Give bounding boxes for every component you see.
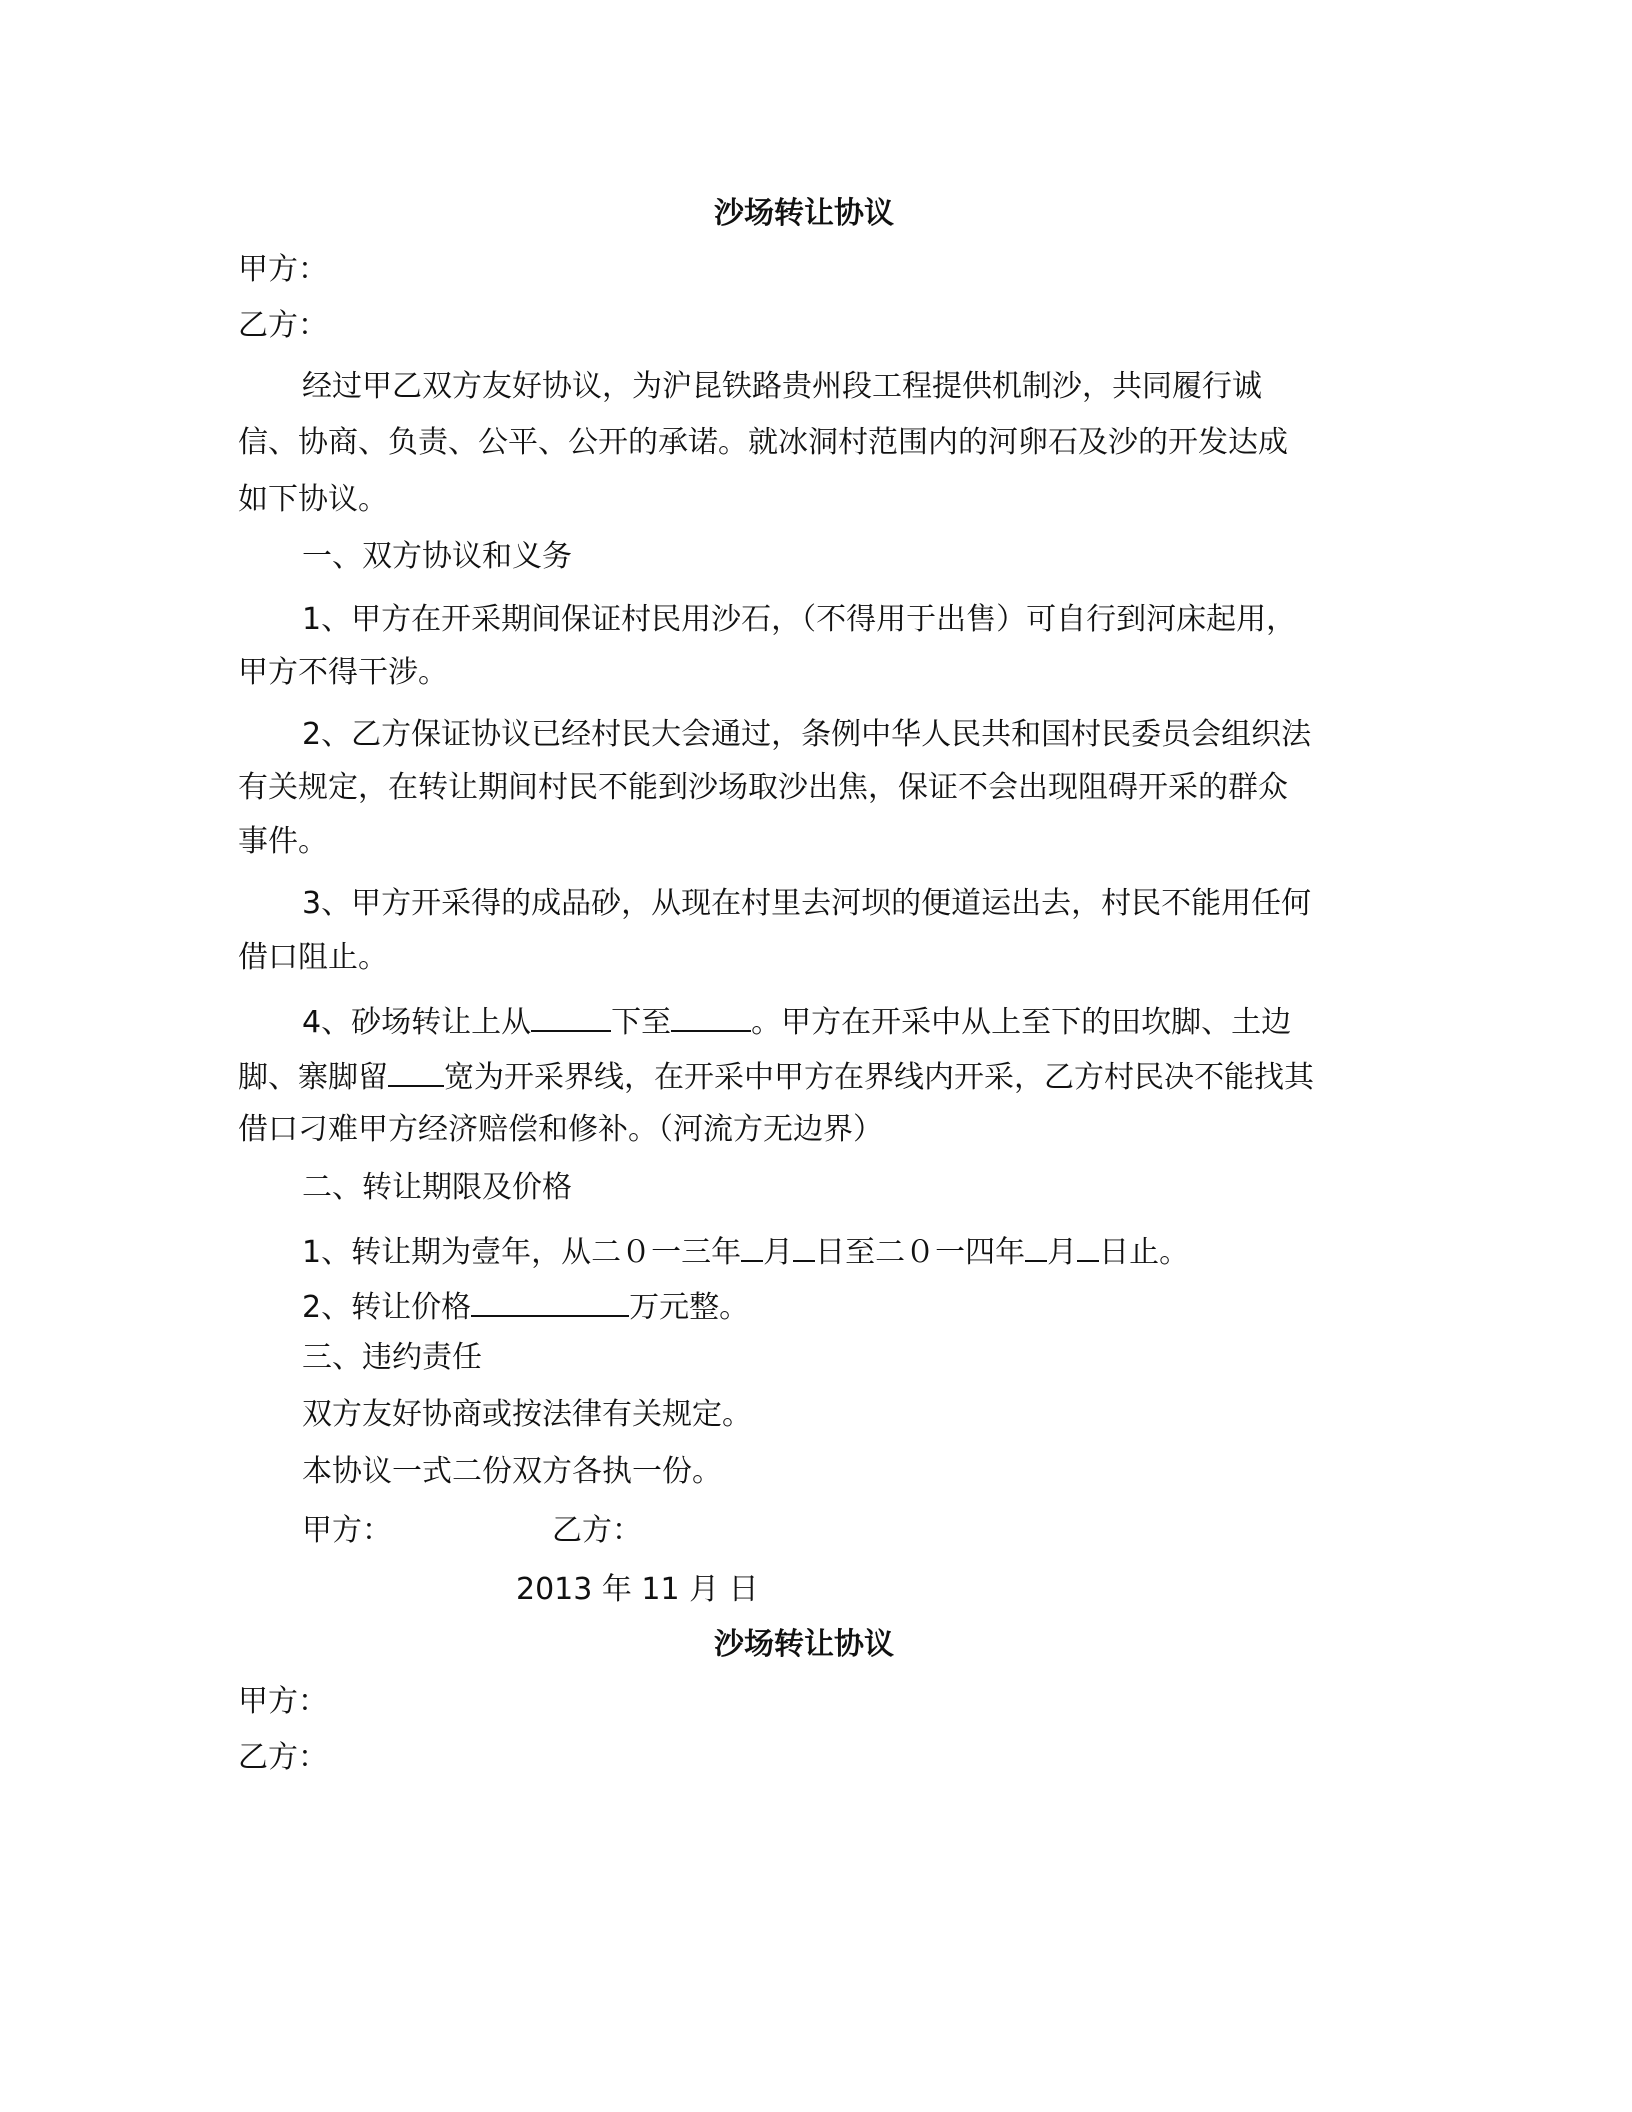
second-copy-party-b: 乙方： xyxy=(238,1740,328,1775)
term-text-a: 1、转让期为壹年，从二０一三年 xyxy=(302,1235,742,1270)
term-text-c: 日至二０一四年 xyxy=(815,1235,1026,1270)
party-a-label: 甲方： xyxy=(238,252,328,287)
blank-start-month xyxy=(741,1230,763,1262)
signature-party-a: 甲方： xyxy=(302,1513,392,1548)
section1-item4-line3: 借口刁难甲方经济赔偿和修补。（河流方无边界） xyxy=(238,1112,883,1147)
item4-line2-text-b: 宽为开采界线，在开采中甲方在界线内开采，乙方村民决不能找其 xyxy=(444,1060,1314,1095)
signature-date: 2013 年 11 月 日 xyxy=(516,1572,759,1607)
section2-item1 xyxy=(302,1230,1189,1270)
signature-party-b: 乙方： xyxy=(552,1513,642,1548)
second-copy-party-a: 甲方： xyxy=(238,1684,328,1719)
term-text-e: 日止。 xyxy=(1099,1235,1190,1270)
intro-line-1: 经过甲乙双方友好协议，为沪昆铁路贵州段工程提供机制沙，共同履行诚 xyxy=(302,369,1262,404)
section3-line1: 双方友好协商或按法律有关规定。 xyxy=(302,1397,752,1432)
section1-item3-line1: 3、甲方开采得的成品砂，从现在村里去河坝的便道运出去，村民不能用任何 xyxy=(302,886,1312,921)
section2-item2 xyxy=(302,1285,749,1325)
intro-line-2: 信、协商、负责、公平、公开的承诺。就冰洞村范围内的河卵石及沙的开发达成 xyxy=(238,425,1288,460)
price-text-a: 2、转让价格 xyxy=(302,1290,472,1325)
section1-item2-line1: 2、乙方保证协议已经村民大会通过，条例中华人民共和国村民委员会组织法 xyxy=(302,717,1312,752)
section1-item1-line1: 1、甲方在开采期间保证村民用沙石，（不得用于出售）可自行到河床起用， xyxy=(302,602,1297,637)
section1-item4-line2 xyxy=(238,1055,1314,1095)
second-copy-title: 沙场转让协议 xyxy=(714,1627,894,1662)
blank-lower-bound xyxy=(671,1000,751,1032)
section2-heading: 二、转让期限及价格 xyxy=(302,1170,572,1205)
document-title: 沙场转让协议 xyxy=(714,196,894,231)
item4-text-a: 4、砂场转让上从 xyxy=(302,1005,532,1040)
party-b-label: 乙方： xyxy=(238,308,328,343)
blank-width xyxy=(388,1055,444,1087)
section3-line2: 本协议一式二份双方各执一份。 xyxy=(302,1454,722,1489)
item4-text-c: 。甲方在开采中从上至下的田坎脚、土边 xyxy=(751,1005,1292,1040)
item4-text-b: 下至 xyxy=(611,1005,672,1040)
section1-item4-line1 xyxy=(302,1000,1291,1040)
blank-price xyxy=(471,1285,629,1317)
term-text-b: 月 xyxy=(763,1235,794,1270)
section1-item1-line2: 甲方不得干涉。 xyxy=(238,655,448,690)
blank-start-day xyxy=(793,1230,815,1262)
section1-heading: 一、双方协议和义务 xyxy=(302,539,572,574)
blank-end-day xyxy=(1077,1230,1099,1262)
section3-heading: 三、违约责任 xyxy=(302,1340,482,1375)
item4-line2-text-a: 脚、寨脚留 xyxy=(238,1060,388,1095)
blank-end-month xyxy=(1025,1230,1047,1262)
section1-item2-line3: 事件。 xyxy=(238,824,328,859)
section1-item2-line2: 有关规定，在转让期间村民不能到沙场取沙出焦，保证不会出现阻碍开采的群众 xyxy=(238,770,1288,805)
blank-upper-bound xyxy=(531,1000,611,1032)
price-text-b: 万元整。 xyxy=(629,1290,750,1325)
section1-item3-line2: 借口阻止。 xyxy=(238,940,388,975)
term-text-d: 月 xyxy=(1047,1235,1078,1270)
intro-line-3: 如下协议。 xyxy=(238,482,388,517)
